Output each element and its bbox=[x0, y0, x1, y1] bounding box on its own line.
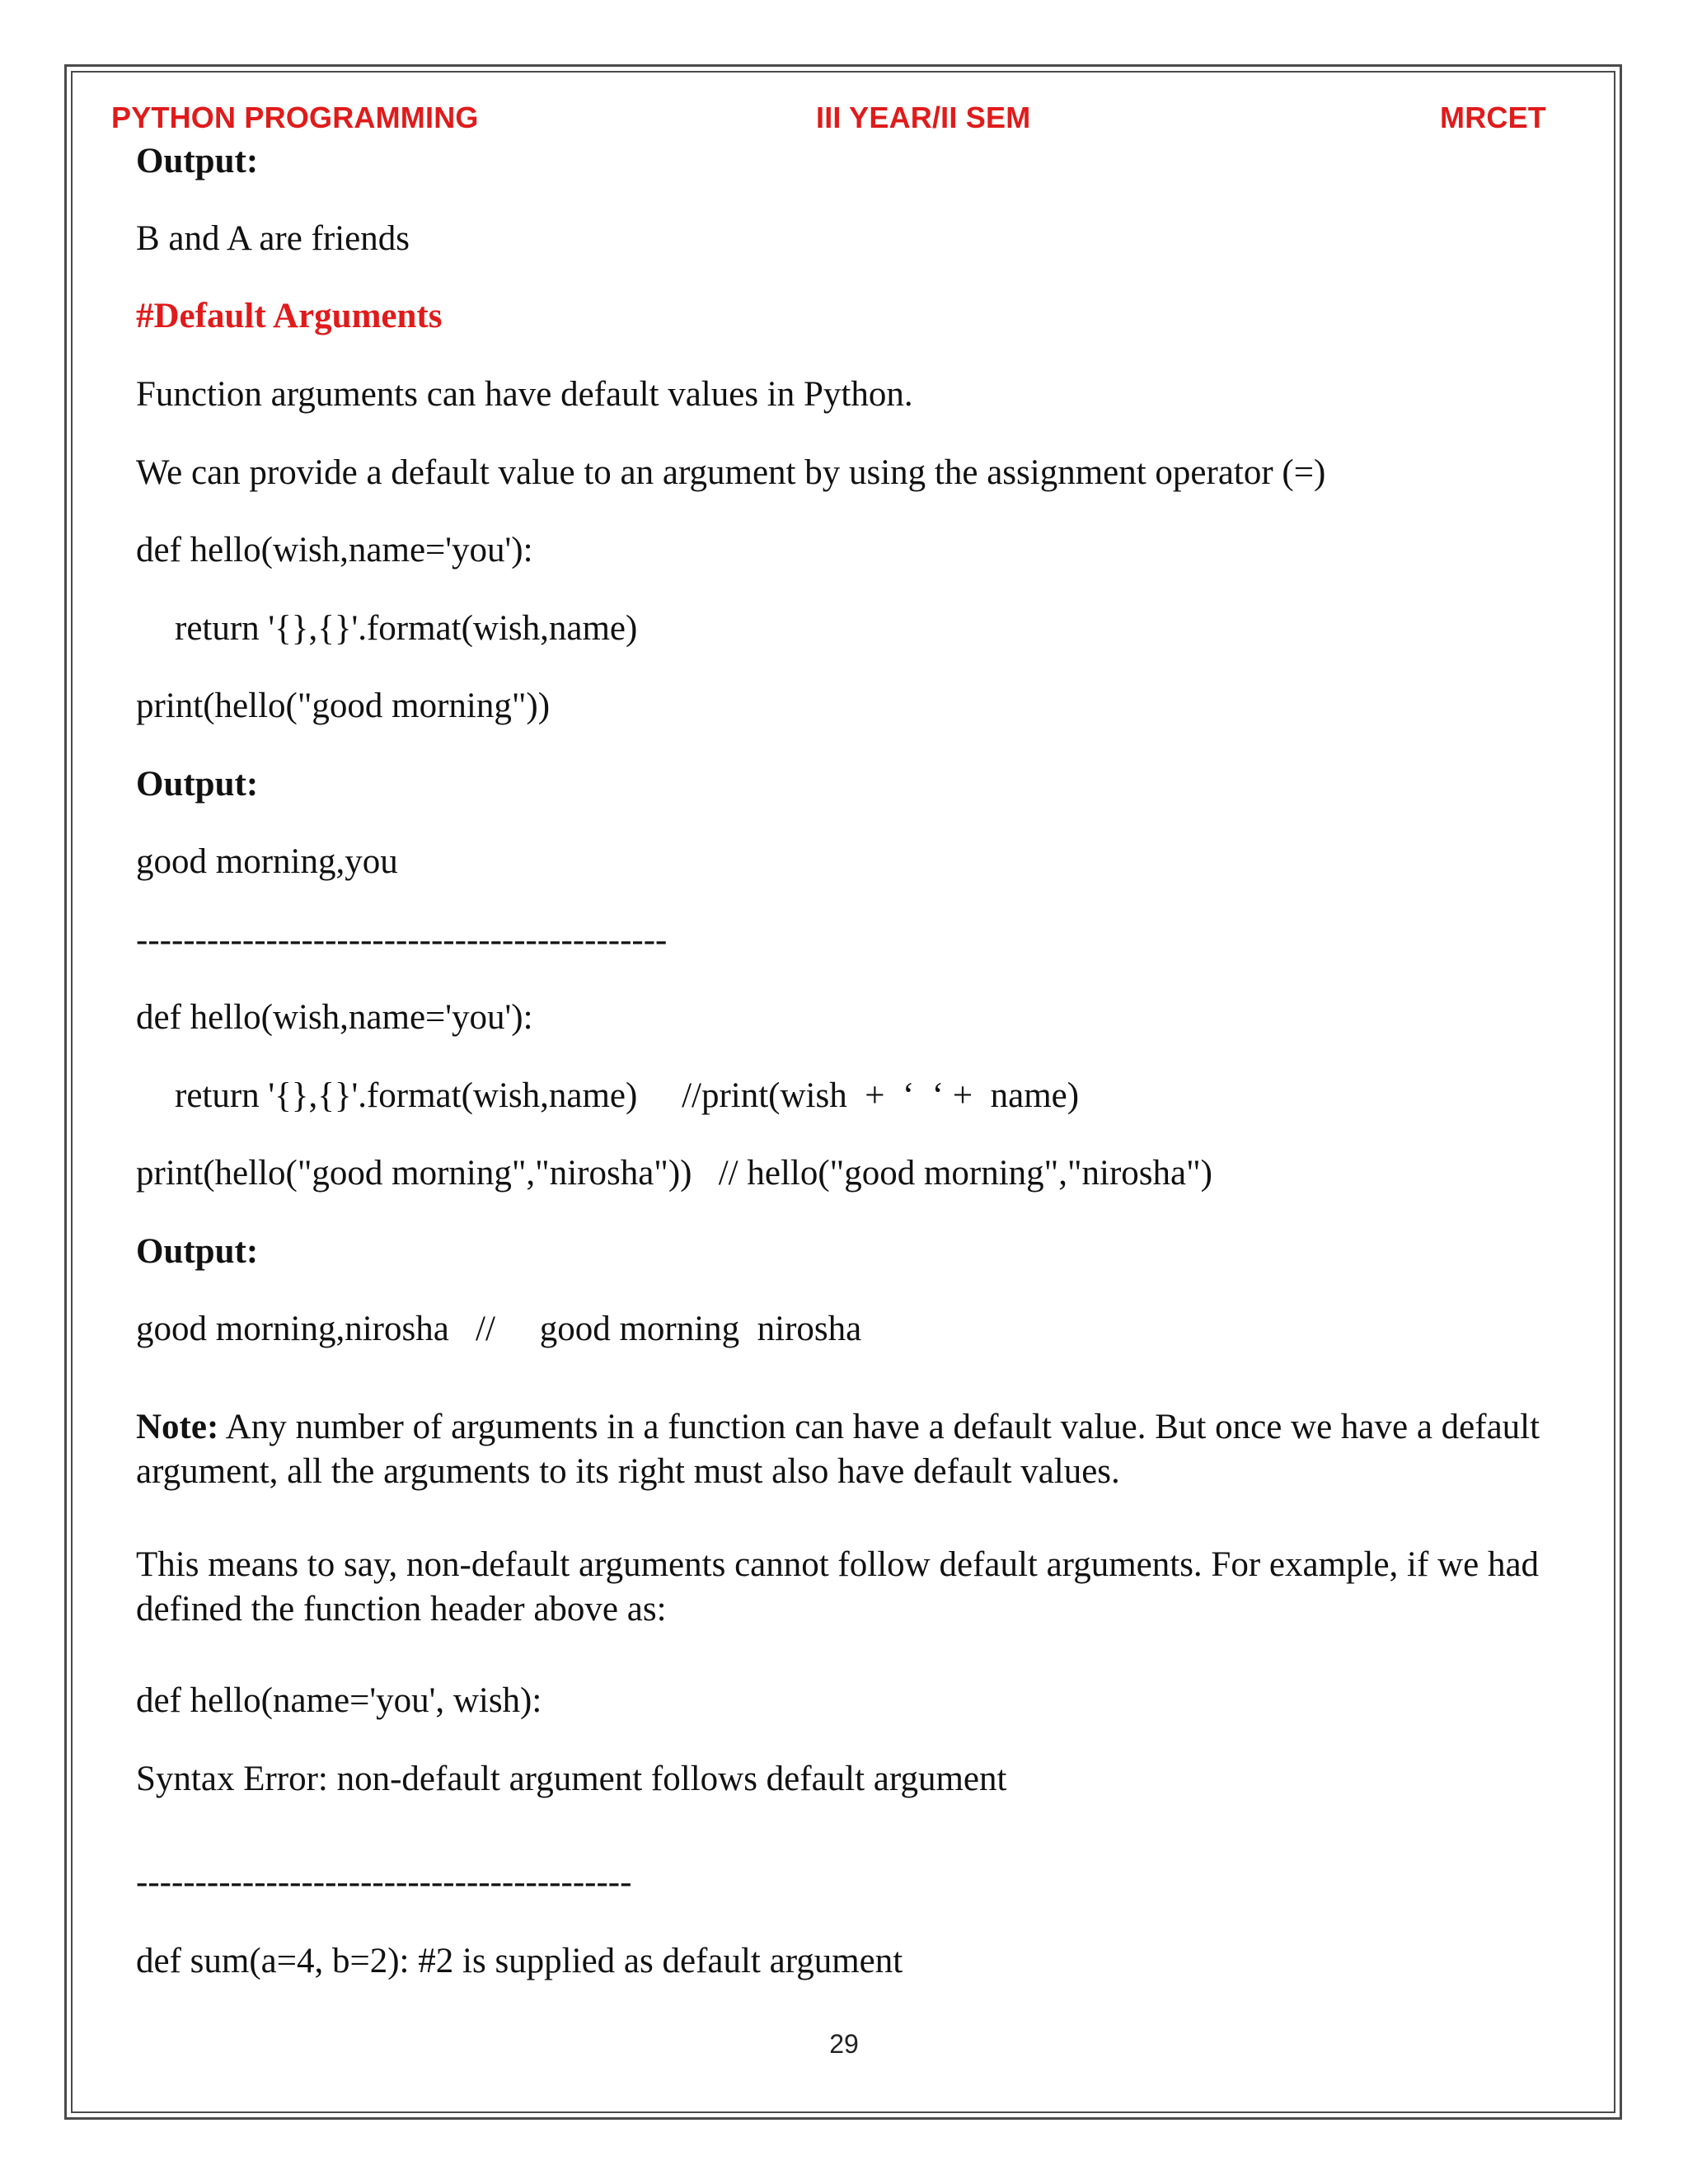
header-course-title: PYTHON PROGRAMMING bbox=[111, 101, 479, 134]
code-line-def-hello-3: def hello(name='you', wish): bbox=[136, 1681, 542, 1720]
code-line-def-hello-1: def hello(wish,name='you'): bbox=[136, 531, 533, 569]
page-number: 29 bbox=[829, 2029, 859, 2059]
error-text: Syntax Error: non-default argument follows default argument bbox=[136, 1760, 1007, 1798]
code-line-def-sum: def sum(a=4, b=2): #2 is supplied as default argument bbox=[136, 1942, 903, 1980]
code-line-return-1: return '{},{}'.format(wish,name) bbox=[175, 609, 638, 648]
body-text-1: Function arguments can have default values in Python. bbox=[136, 375, 913, 414]
body-text-2: We can provide a default value to an argument by using the assignment operator (=) bbox=[136, 453, 1326, 492]
code-line-print-2: print(hello("good morning","nirosha")) // hello("good morning","nirosha") bbox=[136, 1154, 1212, 1193]
output-heading-1: Output: bbox=[136, 142, 259, 180]
output-heading-2: Output: bbox=[136, 765, 259, 804]
section-heading-default-arguments: #Default Arguments bbox=[136, 297, 443, 335]
separator-line-1: --------------------------------------------- bbox=[136, 921, 668, 959]
code-line-print-1: print(hello("good morning")) bbox=[136, 687, 551, 725]
header-year-sem: III YEAR/II SEM bbox=[816, 101, 1031, 134]
note-label: Note: bbox=[136, 1408, 219, 1446]
output-heading-3: Output: bbox=[136, 1232, 259, 1271]
output-text-3: good morning,nirosha // good morning nirosha bbox=[136, 1310, 862, 1348]
note-paragraph bbox=[136, 1405, 1587, 1494]
code-line-def-hello-2: def hello(wish,name='you'): bbox=[136, 998, 533, 1037]
note-text: Any number of arguments in a function can have a default value. But once we have a default argument, all the arguments to its right must also have default values. bbox=[136, 1408, 1540, 1491]
code-line-return-2: return '{},{}'.format(wish,name) //print(wish + ‘ ‘ + name) bbox=[175, 1076, 1080, 1115]
header-institution: MRCET bbox=[1440, 101, 1546, 134]
separator-line-2: ------------------------------------------ bbox=[136, 1863, 632, 1901]
body-paragraph-non-default: This means to say, non-default arguments cannot follow default arguments. For example, if we had defined the function header above as: bbox=[136, 1545, 1540, 1629]
output-text-2: good morning,you bbox=[136, 842, 398, 881]
output-text-1: B and A are friends bbox=[136, 219, 410, 258]
